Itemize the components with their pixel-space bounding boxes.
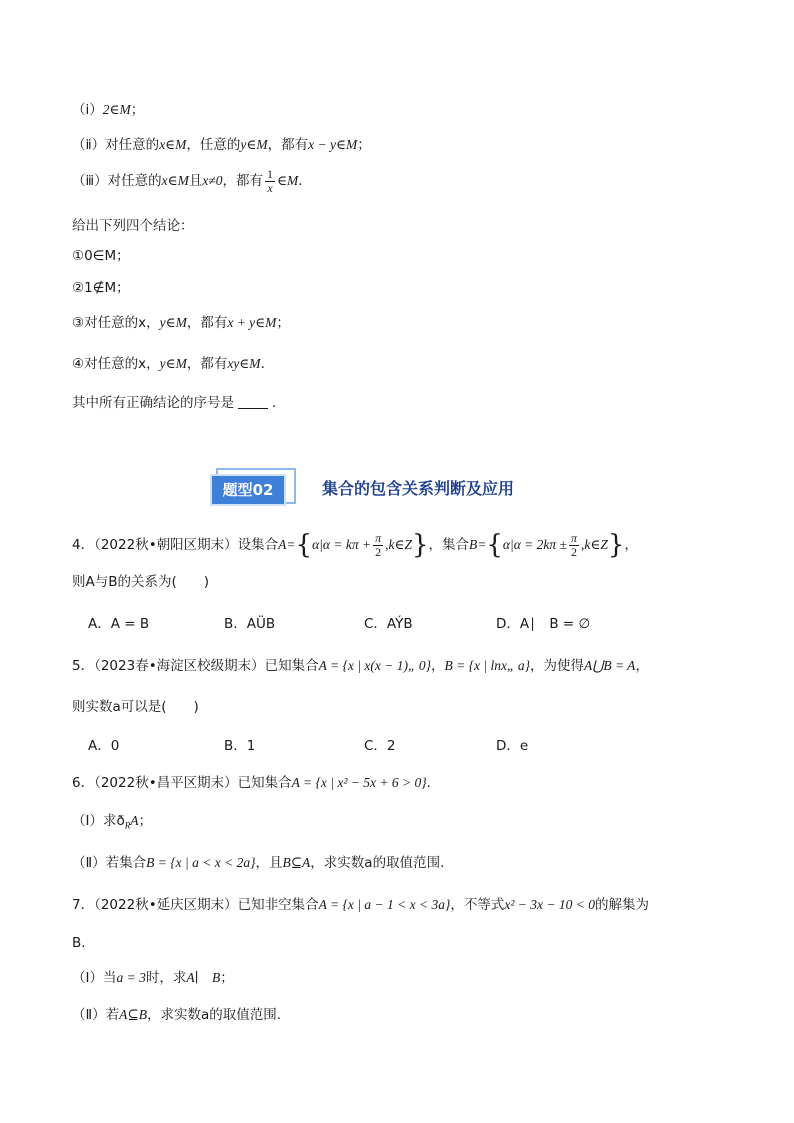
q5-prompt: 则实数a可以是( ): [72, 699, 199, 715]
numerator: π: [570, 530, 577, 545]
denominator: x: [267, 180, 273, 195]
conclusion-1: ①0∈M；: [72, 248, 130, 264]
denominator: 2: [570, 544, 577, 559]
q5-stem: [72, 656, 734, 676]
text: 5．（2023春•海淀区校级期末）已知集合: [72, 658, 319, 674]
text: ，都有: [186, 356, 228, 372]
conclusion-3: [72, 313, 734, 333]
fraction-1-over-x: [265, 168, 275, 195]
math: A⊆B: [119, 1007, 147, 1022]
q6-stem: [72, 773, 734, 793]
fraction-pi-over-2: [569, 532, 579, 559]
text: ，且: [255, 855, 283, 871]
q4-option-c[interactable]: C．AÝB: [364, 616, 413, 632]
math: A = {x | x² − 5x + 6 > 0}: [291, 775, 427, 790]
brace-close-icon: }: [607, 530, 625, 560]
math: y∈M: [240, 137, 268, 152]
text: ③对任意的x，: [72, 315, 160, 331]
punct: ，: [635, 658, 649, 674]
punct: ；: [220, 970, 234, 986]
intro-conclusions: 给出下列四个结论：: [72, 218, 194, 234]
section-title: 集合的包含关系判断及应用: [322, 479, 515, 498]
text: ④对任意的x，: [72, 356, 160, 372]
text: 4．（2022秋•朝阳区期末）设集合: [72, 537, 279, 553]
punct: ．: [260, 356, 275, 372]
condition-i: [72, 100, 734, 120]
text: 且: [188, 173, 203, 189]
text: 7．（2022秋•延庆区期末）已知非空集合: [72, 897, 319, 913]
math: y∈M: [159, 356, 187, 371]
math: B = {x | a < x < 2a}: [146, 855, 256, 870]
math: xy∈M: [227, 356, 261, 371]
q7-part-2: [72, 1005, 734, 1025]
q6-part-1: [72, 811, 734, 836]
text: （Ⅱ）若: [72, 1007, 120, 1023]
math: A = {x | x(x − 1)„ 0}: [318, 658, 432, 673]
condition-ii: [72, 135, 734, 155]
math: A⋃B = A: [584, 658, 636, 673]
conclusion-2: ②1∉M；: [72, 280, 130, 296]
math: B = {x | lnx„ a}: [444, 658, 530, 673]
q5-option-b[interactable]: B．1: [224, 738, 256, 754]
math: x − y∈M: [308, 137, 358, 152]
math: a = 3: [116, 970, 146, 985]
text: ，都有: [186, 315, 228, 331]
answer-blank[interactable]: [238, 394, 268, 409]
math: B=: [469, 537, 487, 552]
punct: ，: [431, 658, 445, 674]
punct: ；: [357, 137, 371, 153]
condition-iii: [72, 166, 734, 196]
subscript: R: [124, 820, 131, 831]
math: A = {x | a − 1 < x < 3a}: [318, 897, 451, 912]
math: α|α = 2kπ ±: [502, 537, 567, 552]
brace-close-icon: }: [411, 530, 429, 560]
math: y∈M: [159, 315, 187, 330]
punct: ；: [138, 813, 152, 829]
text: ，为使得: [530, 658, 584, 674]
punct: ．: [272, 395, 286, 411]
q5-option-d[interactable]: D．e: [496, 738, 529, 754]
math: ∈M: [277, 173, 299, 188]
section-header: [210, 468, 610, 508]
brace-open-icon: {: [486, 530, 503, 560]
q7-part-1: [72, 968, 734, 988]
text: （Ⅱ）若集合: [72, 855, 147, 871]
numerator: 1: [267, 166, 273, 181]
text: （Ⅰ）当: [72, 970, 117, 986]
math: A∣ B: [186, 970, 221, 985]
text: （ⅱ）对任意的: [72, 137, 160, 153]
q4-option-d[interactable]: D．A∣ B = ∅: [496, 616, 591, 632]
q4-stem: [72, 530, 734, 560]
math: x∈M: [159, 137, 187, 152]
denominator: 2: [375, 544, 382, 559]
q4-option-a[interactable]: A．A = B: [88, 616, 150, 632]
q4-option-b[interactable]: B．AÜB: [224, 616, 276, 632]
punct: ．: [426, 775, 441, 791]
q4-prompt: 则A与B的关系为( ): [72, 574, 210, 590]
punct: ；: [130, 102, 145, 118]
text: ，都有: [267, 137, 309, 153]
text: ，不等式: [450, 897, 505, 913]
text: ，都有: [222, 173, 263, 189]
punct: ；: [276, 315, 290, 331]
math-2-in-m: 2∈M: [102, 102, 131, 117]
label-i: （ⅰ）: [72, 102, 103, 118]
math: ,k∈Z: [385, 537, 412, 552]
text: （ⅲ）对任意的: [72, 173, 162, 189]
math: A=: [278, 537, 296, 552]
punct: ，: [624, 537, 638, 553]
numerator: π: [375, 530, 382, 545]
fraction-pi-over-2: [373, 532, 383, 559]
conclusion-4: [72, 354, 734, 374]
math: x≠0: [202, 173, 223, 188]
text: 其中所有正确结论的序号是: [72, 395, 234, 411]
q7-stem-cont: B．: [72, 935, 95, 951]
text: 时，求: [145, 970, 187, 986]
text: （Ⅰ）求ð: [72, 813, 125, 829]
text: ，集合: [428, 537, 469, 553]
math: α|α = kπ +: [312, 537, 372, 552]
q6-part-2: [72, 853, 734, 873]
section-badge: 题型02: [210, 474, 286, 506]
brace-open-icon: {: [295, 530, 313, 560]
question-answer-line: [72, 393, 734, 413]
math: A: [130, 813, 139, 828]
q7-stem: [72, 895, 734, 915]
text: ，任意的: [186, 137, 241, 153]
math: x² − 3x − 10 < 0: [504, 897, 595, 912]
text: 6．（2022秋•昌平区期末）已知集合: [72, 775, 292, 791]
math: x∈M: [161, 173, 189, 188]
q5-option-c[interactable]: C．2: [364, 738, 396, 754]
text: ，求实数a的取值范围．: [146, 1007, 291, 1023]
math: ,k∈Z: [580, 537, 608, 552]
text: ，求实数a的取值范围．: [310, 855, 454, 871]
q5-option-a[interactable]: A．0: [88, 738, 120, 754]
math: B⊆A: [282, 855, 311, 870]
math: x + y∈M: [227, 315, 277, 330]
punct: ．: [298, 173, 312, 189]
text: 的解集为: [594, 897, 649, 913]
